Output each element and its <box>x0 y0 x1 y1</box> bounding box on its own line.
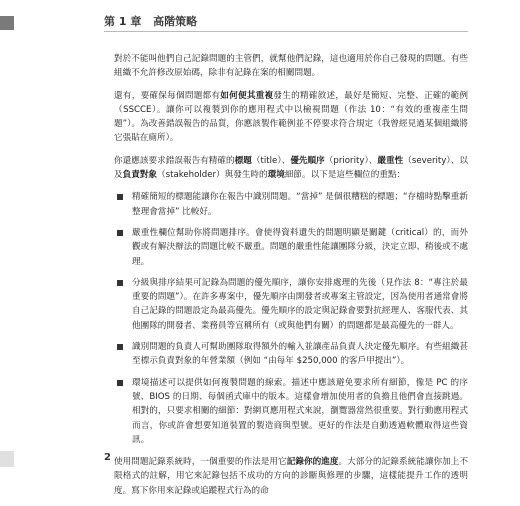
bold-term: 記錄你的進度 <box>286 457 339 468</box>
paragraph-2: 還有，要確保每個問題都有如何便其重複發生的精確敘述，最好是簡短、完整、正確的範例（SSCCE）。讓你可以複製到你的應用程式中以檢視問題（作法 10：“有效的重複產生問題”）。為改善錯誤報告的品質，你應該製作範例並不停要求符合規定（我曾經見過某個組織將它張貼在廁所）。 <box>114 90 468 144</box>
list-item: 精確簡短的標題能讓你在報告中識別問題。“當掉” 是個很糟糕的標題；“存檔時點擊重新整理會當掉” 比較好。 <box>114 190 468 219</box>
running-header <box>104 13 197 29</box>
bullet-square-icon <box>117 194 123 200</box>
bullet-square-icon <box>117 380 123 386</box>
list-item: 分級與排序結果可記錄為問題的優先順序，讓你安排處理的先後（見作法 8：“專注於最重要的問題”）。在許多專案中，優先順序由開發者或專案主管設定，因為使用者通常會將自己記錄的問題設定為最高優先。優先順序的設定與記錄會要對抗經理人、客服代表、其他團隊的開發者、業務員等宣稱所有（或與他們有關）的問題都是最高優先的一群人。 <box>114 276 468 333</box>
chapter-number: 第 1 章 <box>104 15 142 28</box>
list-item: 環境描述可以提供如何複製問題的線索。描述中應該避免要求所有細節，像是 PC 的序號、BIOS 的日期、每個函式庫中的版本。這樣會增加使用者的負擔且他們會直接跳過。相對的，只要求相關的細節：對網頁應用程式來說，瀏覽器當然很重要。對行動應用程式而言，你或許會想要知道裝置的製造商與型號。更好的作法是自動透過軟體取得這些資訊。 <box>114 376 468 447</box>
bullet-square-icon <box>117 344 123 350</box>
page-number: 2 <box>104 452 111 463</box>
paragraph-3: 你還應該要求錯誤報告有精確的標題（title）、優先順序（priority）、嚴重性（severity）、以及負責對象（stakeholder）與發生時的環境細節。以下是這些欄位的重點： <box>114 155 468 181</box>
bold-term-priority: 優先順序 <box>290 155 325 166</box>
bold-term-stakeholder: 負責對象 <box>122 170 157 181</box>
bullet-square-icon <box>117 230 123 236</box>
bullet-square-icon <box>117 280 123 286</box>
body-text <box>114 52 468 506</box>
bold-term-environment: 環境 <box>267 170 285 181</box>
field-bullet-list <box>114 190 468 447</box>
list-item: 嚴重性欄位幫助你將問題排序。會使得資料遺失的問題明顯是關鍵（critical）的，而外觀或有解決辦法的問題比較不嚴重。問題的嚴重性能讓團隊分級，決定立即、稍後或不處理。 <box>114 226 468 269</box>
chapter-title: 高階策略 <box>153 15 198 28</box>
bold-term-title: 標題 <box>234 155 252 166</box>
bold-term-severity: 嚴重性 <box>377 155 404 166</box>
paragraph-1: 對於不能叫他們自己記錄問題的主管們，就幫他們記錄，這也適用於你自己發現的問題。有些組織不允許修改原始碼，除非有記錄在案的相關問題。 <box>114 54 468 79</box>
list-item: 識別問題的負責人可幫助團隊取得額外的輸入並讓產品負責人決定優先順序。有些組織甚至標示負責對象的年營業額（例如 “由每年 $250,000 的客戶甲提出”）。 <box>114 340 468 369</box>
chapter-tab-marker <box>0 16 14 30</box>
bold-term: 如何便其重複 <box>220 90 274 101</box>
paragraph-4: 使用問題記錄系統時，一個重要的作法是用它記錄你的進度。大部分的記錄系統能讓你加上不限格式的註解，用它來記錄包括不成功的方向的診斷與修理的步驟，這樣能提升工作的透明度。寫下你用來記錄或追蹤程式行為的命 <box>114 457 468 496</box>
footer-tab-marker <box>0 451 14 467</box>
header-rule <box>104 31 468 32</box>
